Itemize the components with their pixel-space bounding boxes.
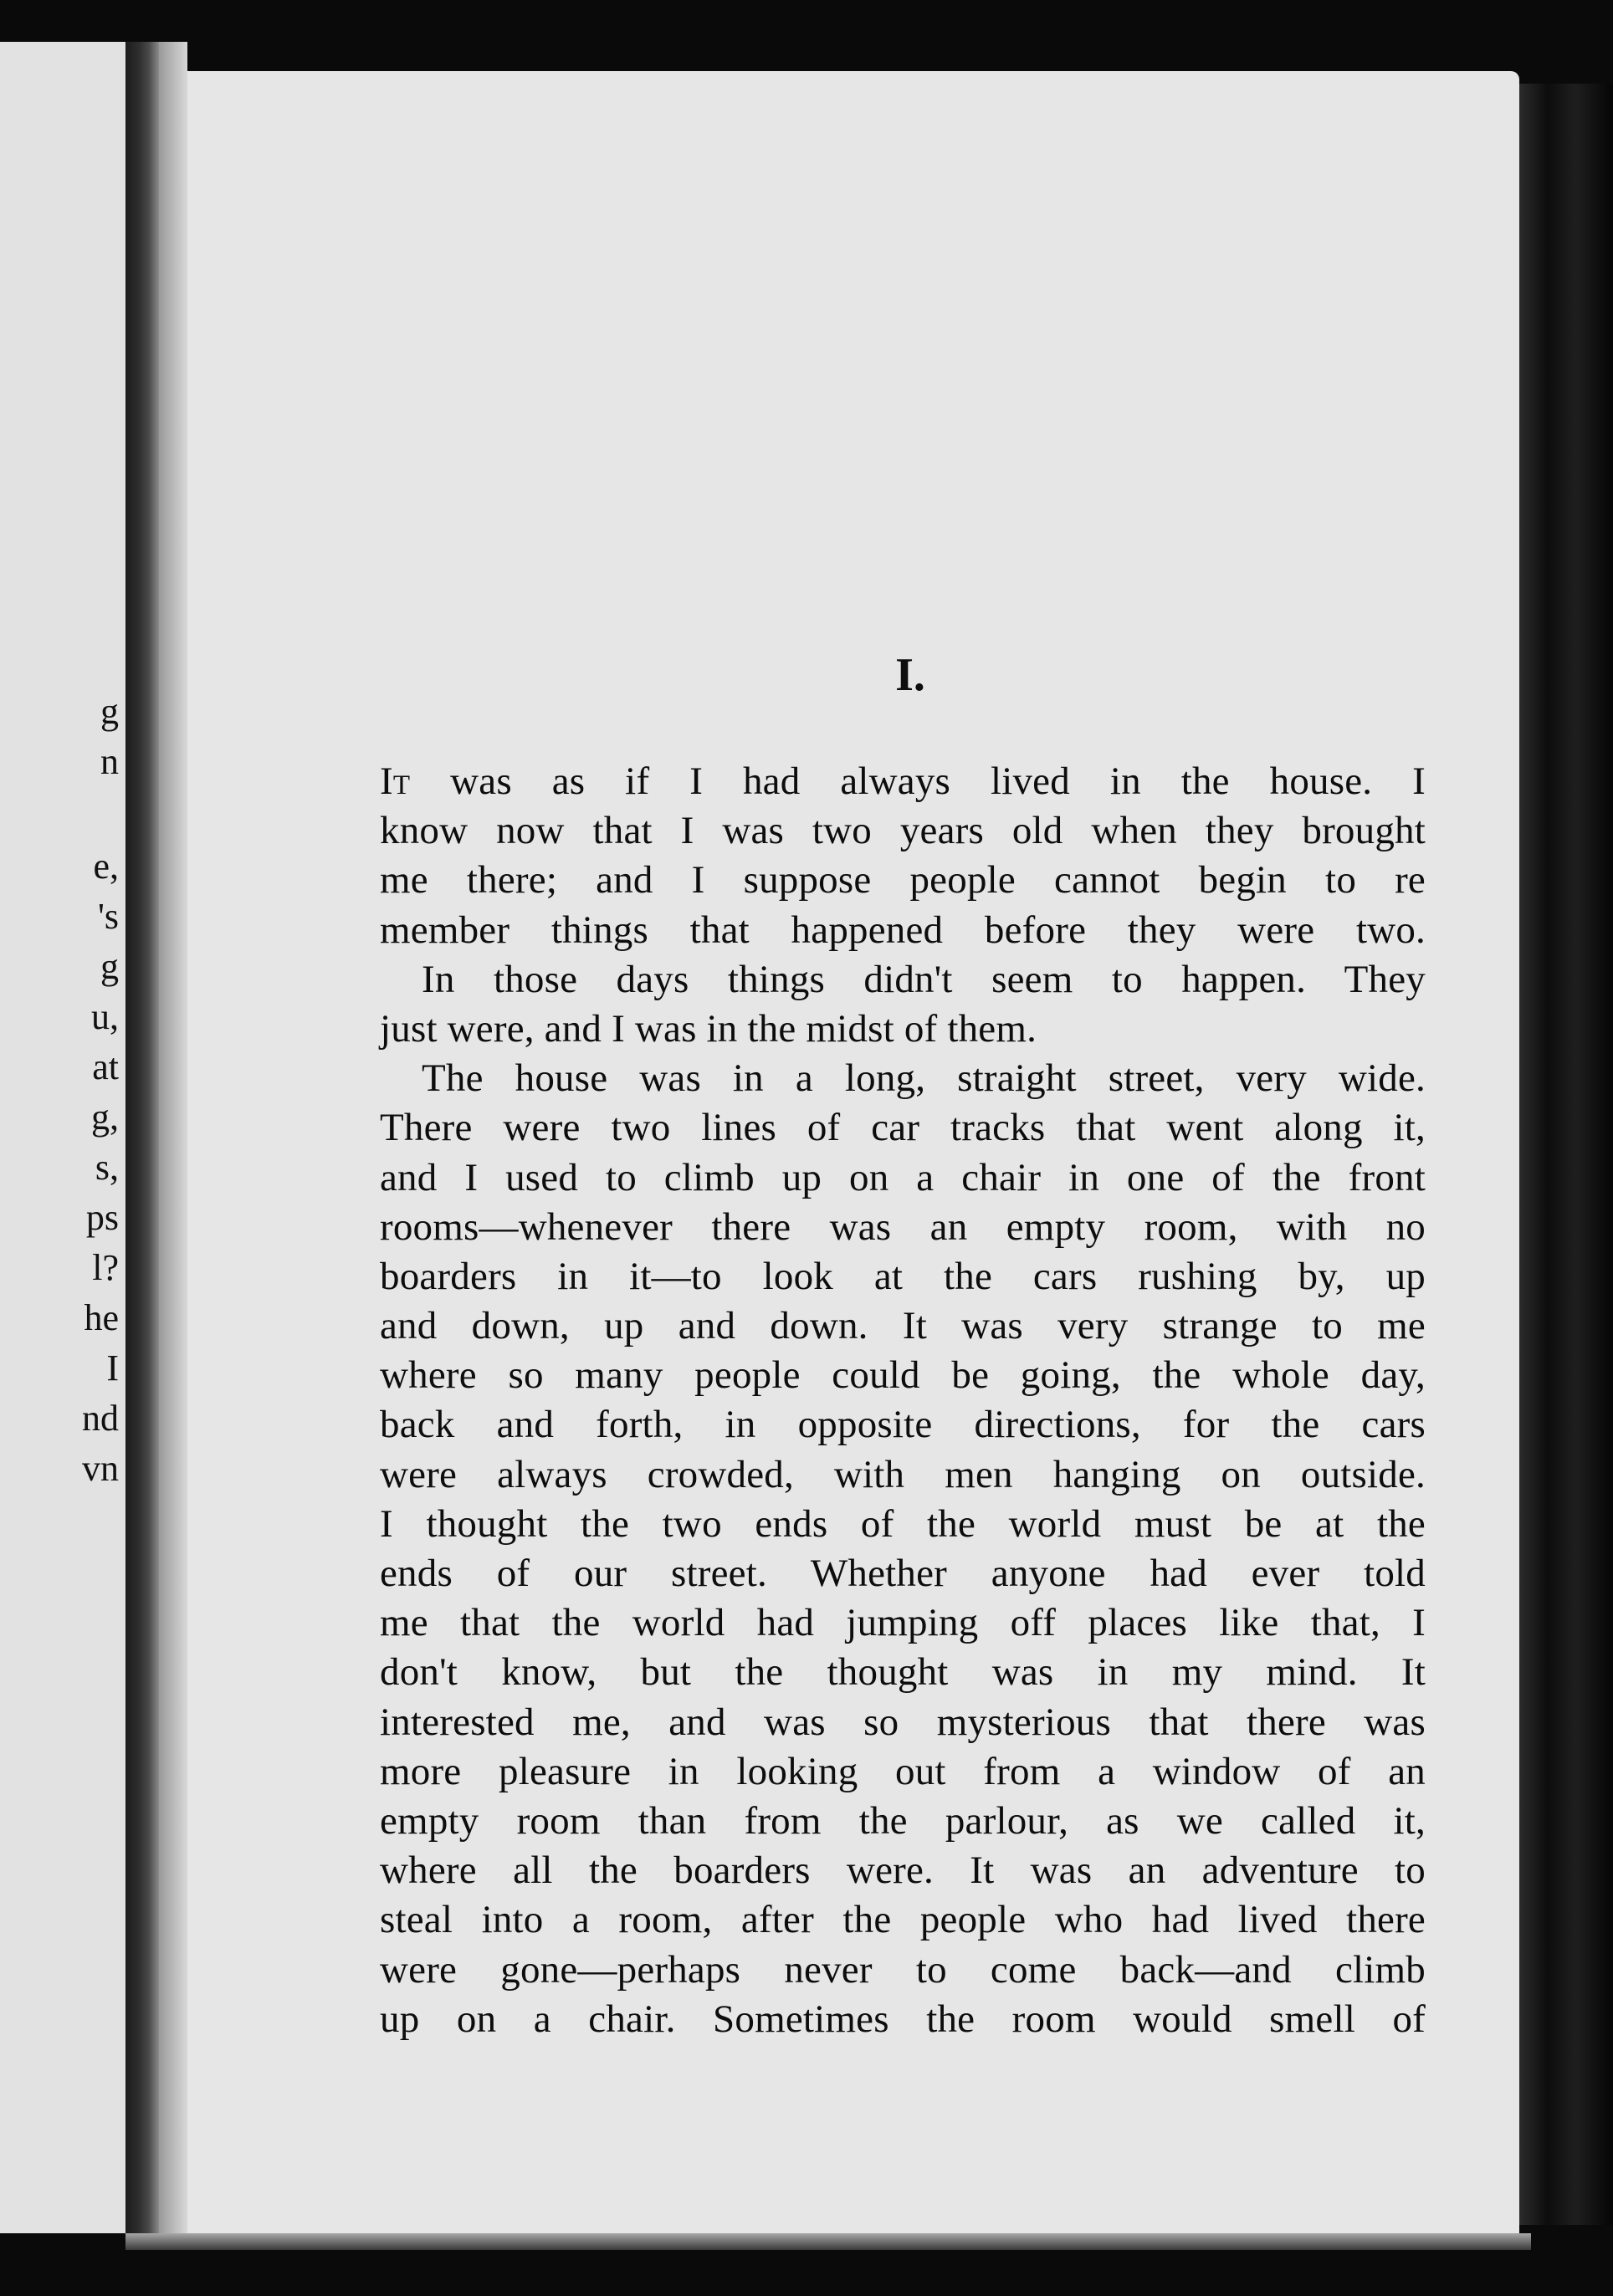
previous-page-line-ending: e,	[93, 846, 119, 887]
text-line: rooms—whenever there was an empty room, with no	[380, 1204, 1426, 1249]
text-line: ends of our street. Whether anyone had ever told	[380, 1552, 1426, 1595]
text-line: just were, and I was in the midst of them.	[380, 1006, 1037, 1051]
current-page	[187, 71, 1519, 2237]
previous-page-line-ending: s,	[95, 1147, 119, 1188]
previous-page	[0, 42, 125, 2233]
page-bottom-edge	[125, 2233, 1531, 2250]
text-line: interested me, and was so mysterious that there was	[380, 1700, 1426, 1744]
text-line: more pleasure in looking out from a window of an	[380, 1749, 1426, 1793]
previous-page-line-ending: at	[92, 1046, 119, 1087]
previous-page-line-ending: he	[84, 1297, 119, 1338]
text-line: I thought the two ends of the world must be at the	[380, 1501, 1426, 1546]
gutter-shadow	[159, 42, 187, 2233]
previous-page-line-ending: 's	[97, 896, 119, 937]
previous-page-line-ending: u,	[91, 996, 119, 1037]
text-line: and down, up and down. It was very strange to me	[380, 1304, 1426, 1348]
text-line: back and forth, in opposite directions, for the cars	[380, 1403, 1426, 1447]
previous-page-line-ending: nd	[82, 1398, 119, 1439]
text-line: were always crowded, with men hanging on outside.	[380, 1452, 1426, 1496]
text-line: The house was in a long, straight street, very wide.	[422, 1056, 1426, 1101]
text-line: boarders in it—to look at the cars rushing by, up	[380, 1254, 1426, 1298]
previous-page-line-ending: g	[100, 691, 119, 732]
previous-page-line-ending: l?	[92, 1247, 119, 1288]
text-line: know now that I was two years old when they brought	[380, 809, 1426, 853]
text-line: There were two lines of car tracks that went along it,	[380, 1106, 1426, 1150]
text-line: empty room than from the parlour, as we called it,	[380, 1798, 1426, 1843]
text-line: where so many people could be going, the whole day,	[380, 1353, 1426, 1398]
text-line: In those days things didn't seem to happen. They	[422, 957, 1426, 1001]
text-line-content: was as if I had always lived in the house. I	[410, 759, 1426, 803]
previous-page-line-ending: n	[100, 741, 119, 782]
chapter-number: I.	[895, 649, 925, 701]
previous-page-line-endings	[0, 42, 125, 2233]
text-line: and I used to climb up on a chair in one of the front	[380, 1155, 1426, 1199]
previous-page-line-ending: I	[106, 1347, 119, 1388]
page-stack-edge	[1519, 84, 1613, 2225]
text-line: where all the boarders were. It was an adventure to	[380, 1849, 1426, 1893]
book-binding-gutter	[125, 42, 159, 2233]
text-line: me there; and I suppose people cannot begin to re	[380, 858, 1426, 903]
text-line: steal into a room, after the people who had lived there	[380, 1898, 1426, 1942]
body-text	[380, 757, 1426, 2044]
text-line: were gone—perhaps never to come back—and climb	[380, 1947, 1426, 1992]
text-line: don't know, but the thought was in my mind. It	[380, 1650, 1426, 1695]
text-line	[380, 757, 1426, 806]
text-line: up on a chair. Sometimes the room would smell of	[380, 1997, 1426, 2041]
previous-page-line-ending: ps	[85, 1197, 119, 1238]
previous-page-line-ending: g,	[91, 1097, 119, 1138]
text-line: me that the world had jumping off places like that, I	[380, 1601, 1426, 1645]
chapter-opening-word: It	[380, 759, 411, 803]
previous-page-line-ending: vn	[82, 1448, 119, 1489]
previous-page-line-ending: g	[100, 946, 119, 987]
text-line: member things that happened before they were two.	[380, 908, 1426, 952]
